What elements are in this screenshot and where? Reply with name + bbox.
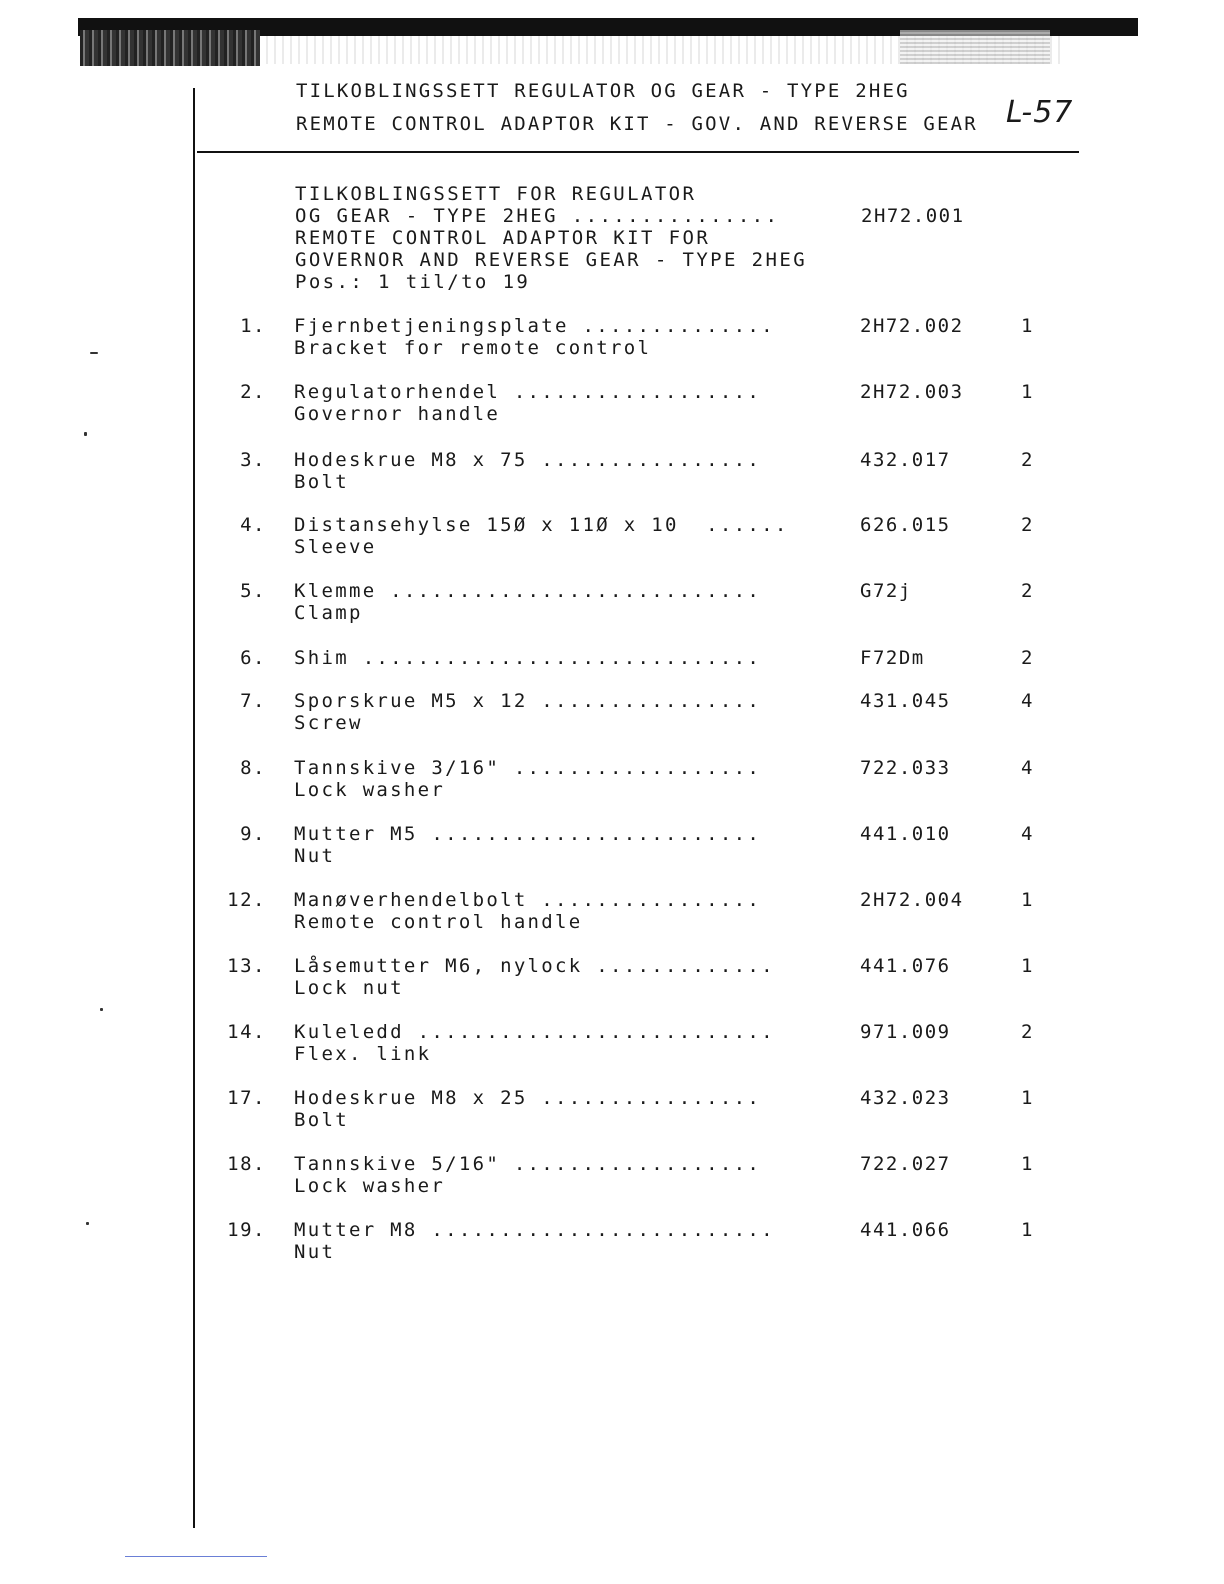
part-name-english: Bolt [294, 1109, 349, 1131]
part-name-english: Bracket for remote control [294, 337, 652, 359]
position-number: 1. [240, 315, 266, 337]
parts-row [0, 1087, 1224, 1133]
part-code: 2H72.004 [860, 889, 964, 911]
part-code: 722.033 [860, 757, 951, 779]
part-name-english: Nut [294, 1241, 336, 1263]
part-name-norwegian: Fjernbetjeningsplate .............. [294, 315, 775, 337]
part-quantity: 1 [1021, 1153, 1033, 1175]
part-name-english: Governor handle [294, 403, 501, 425]
part-quantity: 2 [1021, 580, 1033, 602]
part-name-english: Flex. link [294, 1043, 432, 1065]
parts-row [0, 690, 1224, 736]
part-name-norwegian: Klemme ........................... [294, 580, 762, 602]
part-code: 2H72.002 [860, 315, 964, 337]
header-title-no: TILKOBLINGSSETT REGULATOR OG GEAR - TYPE 2HEG [296, 80, 910, 102]
part-quantity: 2 [1021, 647, 1033, 669]
position-number: 9. [240, 823, 266, 845]
part-name-norwegian: Låsemutter M6, nylock ............. [294, 955, 775, 977]
part-quantity: 4 [1021, 823, 1033, 845]
part-name-norwegian: Regulatorhendel .................. [294, 381, 762, 403]
position-number: 6. [240, 647, 266, 669]
part-quantity: 2 [1021, 514, 1033, 536]
parts-row [0, 1021, 1224, 1067]
kit-code: 2H72.001 [861, 205, 965, 227]
part-name-english: Sleeve [294, 536, 377, 558]
parts-row [0, 823, 1224, 869]
position-number: 19. [227, 1219, 266, 1241]
part-name-english: Nut [294, 845, 336, 867]
parts-row [0, 757, 1224, 803]
part-name-norwegian: Distansehylse 15Ø x 11Ø x 10 ...... [294, 514, 789, 536]
part-name-norwegian: Kuleledd .......................... [294, 1021, 775, 1043]
part-name-english: Screw [294, 712, 363, 734]
position-number: 17. [227, 1087, 266, 1109]
kit-description: TILKOBLINGSSETT FOR REGULATOR OG GEAR - TYPE 2HEG ............... REMOTE CONTROL ADAPTOR KIT FOR GOVERNOR AND REVERSE GEAR - TYPE 2HEG Pos.: 1 til/to 19 [295, 183, 808, 293]
bottom-link-line [125, 1556, 267, 1557]
parts-row [0, 449, 1224, 495]
header-title-en: REMOTE CONTROL ADAPTOR KIT - GOV. AND REVERSE GEAR [296, 113, 978, 135]
part-code: 441.066 [860, 1219, 951, 1241]
parts-row [0, 514, 1224, 560]
scan-top-block [80, 30, 260, 66]
speck [84, 432, 87, 436]
part-code: 971.009 [860, 1021, 951, 1043]
part-code: 432.023 [860, 1087, 951, 1109]
part-name-english: Clamp [294, 602, 363, 624]
position-number: 13. [227, 955, 266, 977]
part-name-english: Remote control handle [294, 911, 583, 933]
part-name-norwegian: Hodeskrue M8 x 75 ................ [294, 449, 762, 471]
parts-row [0, 580, 1224, 626]
part-code: 2H72.003 [860, 381, 964, 403]
parts-row [0, 381, 1224, 427]
part-quantity: 4 [1021, 757, 1033, 779]
part-name-english: Lock nut [294, 977, 404, 999]
part-name-norwegian: Mutter M5 ........................ [294, 823, 762, 845]
part-code: F72Dm [860, 647, 925, 669]
margin-rule [193, 88, 195, 1528]
part-name-norwegian: Tannskive 3/16" .................. [294, 757, 762, 779]
parts-row [0, 1153, 1224, 1199]
part-code: 441.076 [860, 955, 951, 977]
parts-row [0, 889, 1224, 935]
part-name-norwegian: Manøverhendelbolt ................ [294, 889, 762, 911]
part-quantity: 1 [1021, 889, 1033, 911]
page-number: L-57 [1006, 95, 1074, 130]
part-code: G72j [860, 580, 912, 602]
part-quantity: 1 [1021, 1087, 1033, 1109]
part-name-norwegian: Mutter M8 ......................... [294, 1219, 775, 1241]
part-name-norwegian: Tannskive 5/16" .................. [294, 1153, 762, 1175]
part-name-english: Bolt [294, 471, 349, 493]
parts-row [0, 955, 1224, 1001]
parts-row [0, 315, 1224, 361]
position-number: 3. [240, 449, 266, 471]
position-number: 4. [240, 514, 266, 536]
part-name-norwegian: Sporskrue M5 x 12 ................ [294, 690, 762, 712]
part-code: 722.027 [860, 1153, 951, 1175]
part-name-norwegian: Hodeskrue M8 x 25 ................ [294, 1087, 762, 1109]
speck [100, 1008, 103, 1011]
position-number: 14. [227, 1021, 266, 1043]
position-number: 5. [240, 580, 266, 602]
part-name-english: Lock washer [294, 779, 446, 801]
part-code: 441.010 [860, 823, 951, 845]
parts-row [0, 1219, 1224, 1265]
part-quantity: 1 [1021, 955, 1033, 977]
part-quantity: 1 [1021, 381, 1033, 403]
part-quantity: 1 [1021, 315, 1033, 337]
part-code: 432.017 [860, 449, 951, 471]
position-number: 7. [240, 690, 266, 712]
position-number: 18. [227, 1153, 266, 1175]
part-code: 431.045 [860, 690, 951, 712]
part-quantity: 4 [1021, 690, 1033, 712]
part-name-english: Lock washer [294, 1175, 446, 1197]
position-number: 12. [227, 889, 266, 911]
part-quantity: 2 [1021, 449, 1033, 471]
part-name-norwegian: Shim ............................. [294, 647, 762, 669]
part-quantity: 1 [1021, 1219, 1033, 1241]
position-number: 8. [240, 757, 266, 779]
scan-noise-right [900, 30, 1050, 64]
header-rule [197, 151, 1079, 153]
parts-row [0, 647, 1224, 693]
part-quantity: 2 [1021, 1021, 1033, 1043]
part-code: 626.015 [860, 514, 951, 536]
position-number: 2. [240, 381, 266, 403]
